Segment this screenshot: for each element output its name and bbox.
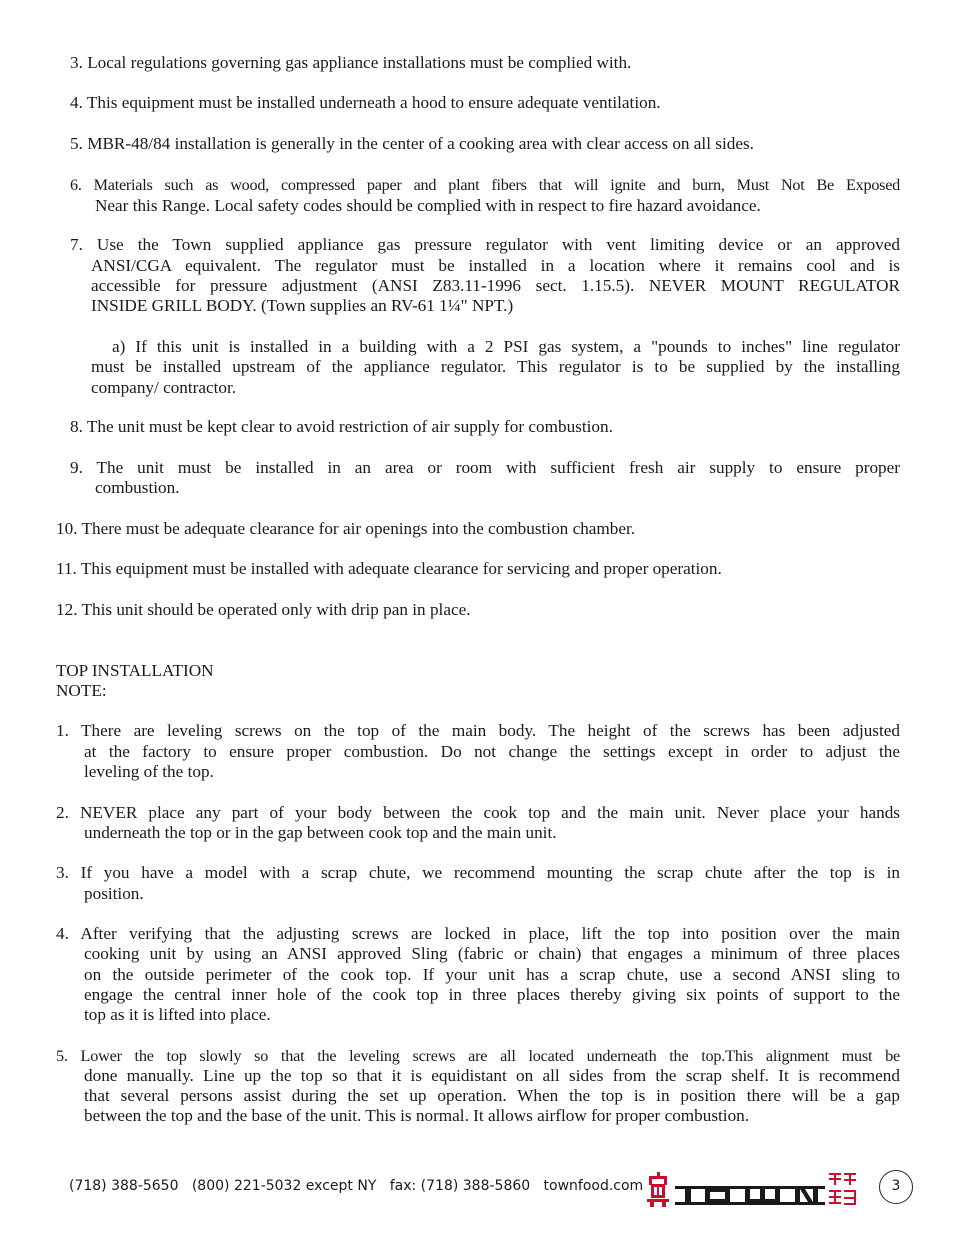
item-9-line-1: 9. The unit must be installed in an area or room with sufficient fresh air supply to ensure proper <box>70 458 900 477</box>
top-item-3-line-2: position. <box>84 884 144 903</box>
top-item-1-line-3: leveling of the top. <box>84 762 214 781</box>
item-6-line-1: 6. Materials such as wood, compressed paper and plant fibers that will ignite and burn, Must Not Be Exposed <box>70 176 900 194</box>
item-5: 5. MBR-48/84 installation is generally in the center of a cooking area with clear access on all sides. <box>70 134 754 153</box>
top-item-2-line-1: 2. NEVER place any part of your body between the cook top and the main unit. Never place your hands <box>56 803 900 822</box>
item-7a-line-2: must be installed upstream of the appliance regulator. This regulator is to be supplied by the installing <box>91 357 900 376</box>
item-9-line-2: combustion. <box>95 478 180 497</box>
item-7-line-3: accessible for pressure adjustment (ANSI Z83.11-1996 sect. 1.15.5). NEVER MOUNT REGULATOR <box>91 276 900 295</box>
item-7-line-1: 7. Use the Town supplied appliance gas pressure regulator with vent limiting device or an approved <box>70 235 900 254</box>
item-7a-line-1: a) If this unit is installed in a building with a 2 PSI gas system, a "pounds to inches" line regulator <box>112 337 900 356</box>
top-item-5-line-3: that several persons assist during the set up operation. When the top is in position there will be a gap <box>84 1086 900 1105</box>
top-item-4-line-5: top as it is lifted into place. <box>84 1005 271 1024</box>
item-4: 4. This equipment must be installed underneath a hood to ensure adequate ventilation. <box>70 93 661 112</box>
item-12: 12. This unit should be operated only with drip pan in place. <box>56 600 471 619</box>
item-7-line-2: ANSI/CGA equivalent. The regulator must be installed in a location where it remains cool and is <box>91 256 900 275</box>
top-item-3-line-1: 3. If you have a model with a scrap chute, we recommend mounting the scrap chute after the top is in <box>56 863 900 882</box>
item-7a-line-3: company/ contractor. <box>91 378 237 397</box>
item-11: 11. This equipment must be installed with adequate clearance for servicing and proper operation. <box>56 559 722 578</box>
top-item-1-line-2: at the factory to ensure proper combustion. Do not change the settings except in order to adjust the <box>84 742 900 761</box>
item-3: 3. Local regulations governing gas appliance installations must be complied with. <box>70 53 632 72</box>
top-item-5-line-1: 5. Lower the top slowly so that the leveling screws are all located underneath the top.This alignment must be <box>56 1047 900 1065</box>
item-10: 10. There must be adequate clearance for air openings into the combustion chamber. <box>56 519 636 538</box>
top-item-1-line-1: 1. There are leveling screws on the top of the main body. The height of the screws has been adjusted <box>56 721 900 740</box>
item-8: 8. The unit must be kept clear to avoid restriction of air supply for combustion. <box>70 417 613 436</box>
item-7-line-4: INSIDE GRILL BODY. (Town supplies an RV-61 1¼" NPT.) <box>91 296 514 315</box>
top-item-5-line-2: done manually. Line up the top so that it is equidistant on all sides from the scrap shelf. It is recommend <box>84 1066 900 1085</box>
section-heading: TOP INSTALLATION <box>56 661 214 680</box>
town-logo-icon <box>645 1170 860 1210</box>
top-item-2-line-2: underneath the top or in the gap between cook top and the main unit. <box>84 823 557 842</box>
section-note: NOTE: <box>56 681 107 700</box>
footer-contact: (718) 388-5650 (800) 221-5032 except NY fax: (718) 388-5860 townfood.com <box>69 1178 644 1194</box>
top-item-4-line-2: cooking unit by using an ANSI approved Sling (fabric or chain) that engages a minimum of three places <box>84 944 900 963</box>
page-number: 3 <box>879 1170 913 1204</box>
top-item-4-line-4: engage the central inner hole of the cook top in three places thereby giving six points of support to the <box>84 985 900 1004</box>
top-item-4-line-1: 4. After verifying that the adjusting screws are locked in place, lift the top into position over the main <box>56 924 900 943</box>
item-6-line-2: Near this Range. Local safety codes should be complied with in respect to fire hazard avoidance. <box>95 196 761 215</box>
top-item-4-line-3: on the outside perimeter of the cook top. If your unit has a scrap chute, use a second ANSI sling to <box>84 965 900 984</box>
top-item-5-line-4: between the top and the base of the unit. This is normal. It allows airflow for proper combustion. <box>84 1106 750 1125</box>
